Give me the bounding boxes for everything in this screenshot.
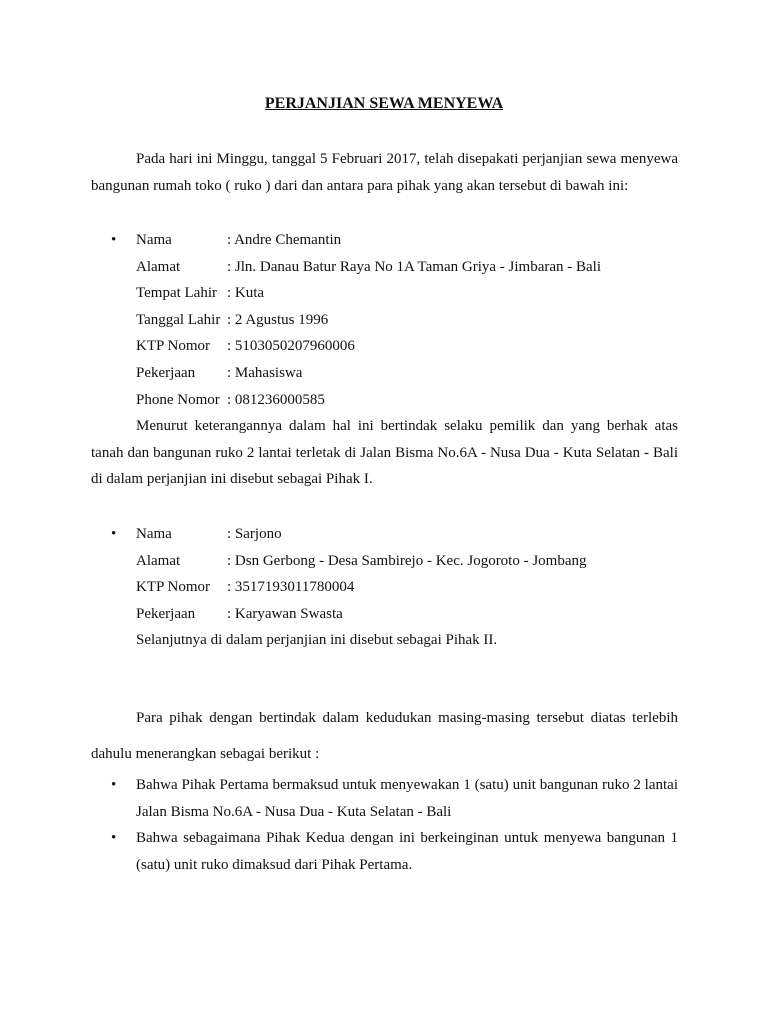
bullet-icon: • (111, 232, 117, 248)
field-value: : 081236000585 (227, 391, 325, 408)
field-value: : 5103050207960006 (227, 338, 355, 355)
field-value: : 2 Agustus 1996 (227, 311, 329, 328)
bullet-icon: • (111, 526, 117, 542)
field-value: : Mahasiswa (227, 364, 303, 381)
document-title: PERJANJIAN SEWA MENYEWA (264, 95, 504, 112)
field-value: : Karyawan Swasta (227, 605, 343, 622)
field-label: Tanggal Lahir (136, 311, 221, 328)
bullet-icon: • (111, 830, 117, 847)
field-value: : Kuta (227, 285, 265, 302)
point-text: Bahwa sebagaimana Pihak Kedua dengan ini berkeinginan untuk menyewa bangunan 1 (satu) unit ruko dimaksud dari Pihak Pertama. (136, 830, 678, 873)
list-item (91, 772, 678, 825)
party-two-row-ktp (91, 574, 678, 601)
party-two-row-name (91, 521, 678, 548)
statement-paragraph: Para pihak dengan bertindak dalam kedudukan masing-masing tersebut diatas terlebih dahulu menerangkan sebagai berikut : (91, 710, 678, 762)
field-label: Pekerjaan (136, 364, 196, 381)
party-one-row-ktp (91, 333, 678, 360)
field-label: Alamat (136, 552, 181, 569)
field-value: : Sarjono (227, 526, 282, 542)
list-item (91, 825, 678, 878)
field-value: : Andre Chemantin (227, 232, 342, 248)
party-two-row-occupation (91, 601, 678, 628)
field-value: : Dsn Gerbong - Desa Sambirejo - Kec. Jogoroto - Jombang (227, 552, 587, 569)
party-one-note: Menurut keterangannya dalam hal ini bertindak selaku pemilik dan yang berhak atas tanah dan bangunan ruko 2 lantai terletak di Jalan Bisma No.6A - Nusa Dua - Kuta Selatan - Bali di dalam perjanjian ini disebut sebagai Pihak I. (91, 418, 678, 488)
field-label: KTP Nomor (136, 338, 211, 355)
party-one-row-phone (91, 387, 678, 414)
bullet-icon: • (111, 777, 117, 793)
party-one-row-birthdate (91, 307, 678, 334)
party-one-section (91, 227, 678, 493)
party-one-row-name (91, 227, 678, 254)
party-one-row-birthplace (91, 280, 678, 307)
points-list (91, 772, 678, 878)
party-two-section (91, 521, 678, 654)
field-label: Tempat Lahir (136, 285, 217, 302)
intro-paragraph: Pada hari ini Minggu, tanggal 5 Februari 2017, telah disepakati perjanjian sewa menyewa bangunan rumah toko ( ruko ) dari dan antara para pihak yang akan tersebut di bawah ini: (91, 151, 678, 194)
party-one-row-occupation (91, 360, 678, 387)
field-label: KTP Nomor (136, 579, 211, 596)
field-label: Pekerjaan (136, 605, 196, 622)
field-value: : Jln. Danau Batur Raya No 1A Taman Griya - Jimbaran - Bali (227, 258, 602, 275)
party-two-note: Selanjutnya di dalam perjanjian ini disebut sebagai Pihak II. (136, 632, 498, 649)
field-label: Phone Nomor (136, 391, 220, 408)
field-label: Alamat (136, 258, 181, 275)
field-label: Nama (136, 526, 172, 542)
field-label: Nama (136, 232, 172, 248)
field-value: : 3517193011780004 (227, 579, 355, 596)
party-one-row-address (91, 254, 678, 281)
point-text: Bahwa Pihak Pertama bermaksud untuk menyewakan 1 (satu) unit bangunan ruko 2 lantai Jalan Bisma No.6A - Nusa Dua - Kuta Selatan - Bali (136, 777, 678, 820)
party-two-row-address (91, 548, 678, 575)
